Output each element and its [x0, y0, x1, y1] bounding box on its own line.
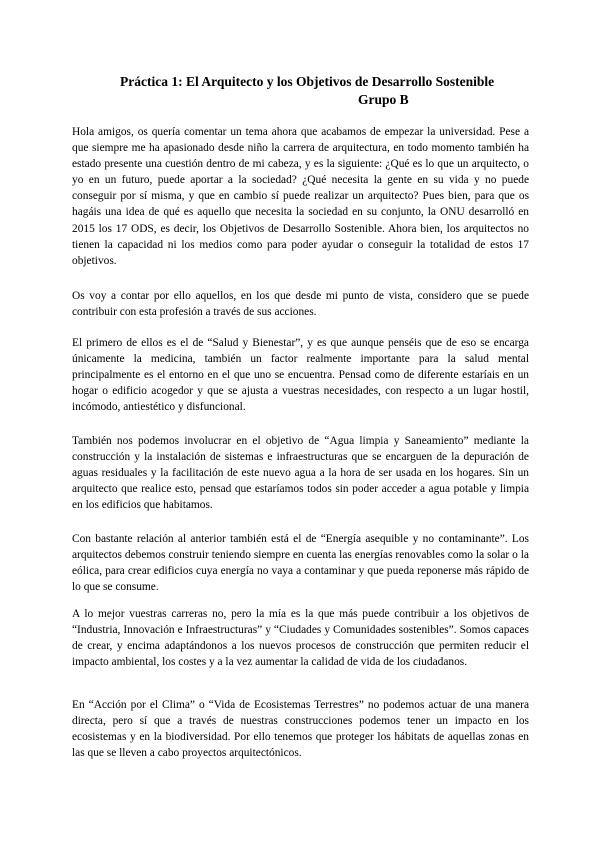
- paragraph-water: También nos podemos involucrar en el objetivo de “Agua limpia y Saneamiento” mediante la construcción y la instalación de sistemas e infraestructuras que se encarguen de la depuración de aguas residuales y la facilitación de este nuevo agua a la hora de ser usada en los hogares. Sin un arquitecto que realice esto, pensad que estaríamos todos sin poder acceder a agua potable y limpia en los edificios que habitamos.: [72, 435, 529, 512]
- document-subtitle-group: Grupo B: [358, 92, 409, 107]
- paragraph-climate-ecosystems: En “Acción por el Clima” o “Vida de Ecosistemas Terrestres” no podemos actuar de una manera directa, pero sí que a través de nuestras construcciones podemos tener un impacto en los ecosistemas y en la biodiversidad. Por ello tenemos que proteger los hábitats de aquellas zonas en las que se lleven a cabo proyectos arquitectónicos.: [72, 699, 529, 760]
- paragraph-energy: Con bastante relación al anterior también está el de “Energía asequible y no contaminante”. Los arquitectos debemos construir teniendo siempre en cuenta las energías renovables como la solar o la eólica, para crear edificios cuya energía no vaya a contaminar y que pueda reponerse más rápido de lo que se consume.: [72, 533, 529, 594]
- paragraph-intro: Hola amigos, os quería comentar un tema ahora que acabamos de empezar la universidad. Pese a que siempre me ha apasionado desde niño la carrera de arquitectura, en todo momento también ha estado presente una cuestión dentro de mi cabeza, y es la siguiente: ¿Qué es lo que un arquitecto, o yo en un futuro, puede aportar a la sociedad? ¿Qué necesita la gente en su vida y no puede conseguir por sí misma, y que en cambio sí puede realizar un arquitecto? Pues bien, para que os hagáis una idea de qué es aquello que necesita la sociedad en su conjunto, la ONU desarrolló en 2015 los 17 ODS, es decir, los Objetivos de Desarrollo Sostenible. Ahora bien, los arquitectos no tienen la capacidad ni los medios como para poder ayudar o conseguir la totalidad de estos 17 objetivos.: [72, 126, 529, 267]
- paragraph-contribution: Os voy a contar por ello aquellos, en los que desde mi punto de vista, considero que se puede contribuir con esta profesión a través de sus acciones.: [72, 290, 529, 319]
- paragraph-health: El primero de ellos es el de “Salud y Bienestar”, y es que aunque penséis que de eso se encarga únicamente la medicina, también un factor realmente importante para la salud mental principalmente es el entorno en el que uno se encuentra. Pensad como de diferente estaríais en un hogar o edificio acogedor y que se ajusta a vuestras necesidades, con respecto a un lugar hostil, incómodo, antiestético y disfuncional.: [72, 337, 529, 414]
- document-title: Práctica 1: El Arquitecto y los Objetivos de Desarrollo Sostenible: [120, 74, 495, 89]
- paragraph-industry-cities: A lo mejor vuestras carreras no, pero la mía es la que más puede contribuir a los objetivos de “Industria, Innovación e Infraestructuras” y “Ciudades y Comunidades sostenibles”. Somos capaces de crear, y encima adaptándonos a los nuevos procesos de construcción que permiten reducir el impacto ambiental, los costes y a la vez aumentar la calidad de vida de los ciudadanos.: [72, 608, 529, 669]
